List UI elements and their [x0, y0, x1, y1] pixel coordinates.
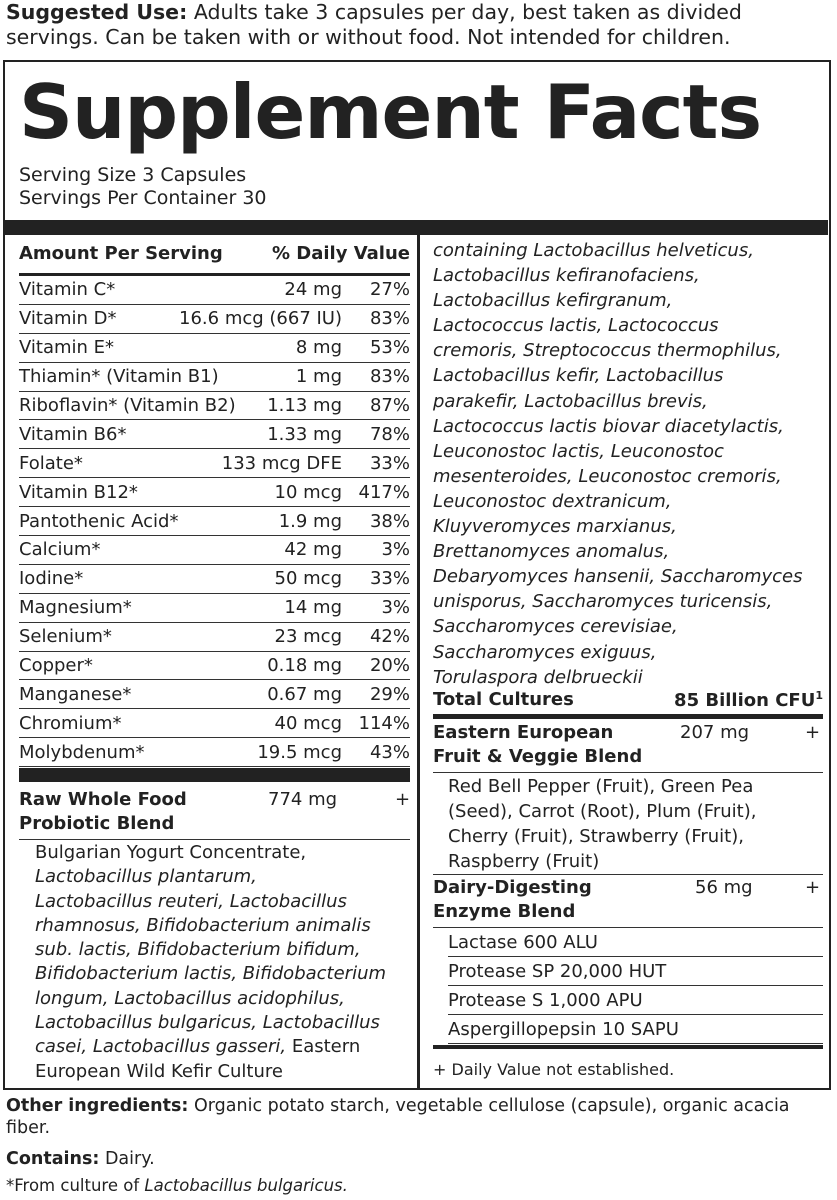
- probiotic-blend-dv: +: [395, 789, 411, 810]
- nutrient-amount: 14 mg: [284, 597, 342, 619]
- nutrient-row: [19, 507, 410, 536]
- enzyme-blend-name-line2: Enzyme Blend: [433, 901, 576, 922]
- medium-divider-bottom: [433, 1045, 823, 1049]
- nutrient-row: [19, 565, 410, 594]
- contains-text: Dairy.: [104, 1149, 155, 1169]
- fruit-ingredient-line: Cherry (Fruit), Strawberry (Fruit),: [448, 826, 744, 847]
- probiotic-continued-line: Lactobacillus kefir, Lactobacillus: [433, 365, 724, 387]
- serving-size: Serving Size 3 Capsules: [19, 164, 247, 186]
- fruit-blend-rule: [433, 772, 823, 773]
- enzyme-item: Lactase 600 ALU: [448, 928, 823, 957]
- total-cultures-value: 85 Billion CFU$^1$: [674, 689, 823, 711]
- nutrient-amount: 1.33 mg: [267, 423, 342, 445]
- nutrient-row: [19, 276, 410, 305]
- nutrient-amount: 23 mcg: [274, 626, 342, 648]
- suggested-use: [6, 0, 832, 50]
- probiotic-blend-amount: 774 mg: [268, 789, 338, 810]
- nutrient-dv: 114%: [358, 712, 410, 734]
- footnote-prefix: *From culture of: [6, 1176, 145, 1195]
- enzyme-item: Protease S 1,000 APU: [448, 986, 823, 1015]
- thick-divider-blend: [19, 768, 410, 782]
- nutrient-dv: 38%: [369, 510, 410, 532]
- nutrient-name: Pantothenic Acid*: [19, 510, 179, 532]
- nutrient-amount: 1 mg: [295, 366, 342, 388]
- fruit-blend-amount: 207 mg: [680, 722, 750, 743]
- nutrient-name: Vitamin E*: [19, 337, 115, 359]
- nutrient-amount: 0.67 mg: [267, 683, 342, 705]
- probiotic-continued-line: cremoris, Streptococcus thermophilus,: [433, 340, 782, 362]
- suggested-use-text: Adults take 3 capsules per day, best taken as divided servings. Can be taken with or without food. Not intended for children.: [6, 0, 742, 49]
- probiotic-continued-line: Saccharomyces cerevisiae,: [433, 616, 678, 638]
- fruit-ingredient-line: Red Bell Pepper (Fruit), Green Pea: [448, 776, 754, 797]
- panel-title: Supplement Facts: [19, 68, 762, 156]
- probiotic-line: rhamnosus, Bifidobacterium animalis: [35, 914, 371, 936]
- probiotic-blend-name: [19, 788, 187, 836]
- nutrient-name: Vitamin C*: [19, 279, 116, 301]
- enzyme-item: Aspergillopepsin 10 SAPU: [448, 1015, 823, 1044]
- nutrient-amount: 42 mg: [284, 539, 342, 561]
- probiotic-line: casei, Lactobacillus gasseri, Eastern: [35, 1036, 361, 1058]
- nutrient-dv: 33%: [369, 568, 410, 590]
- probiotic-upright-word: Eastern: [291, 1036, 361, 1058]
- enzyme-blend-name-line1: Dairy-Digesting: [433, 877, 592, 898]
- probiotic-continued-line: Lactobacillus kefirgranum,: [433, 290, 673, 312]
- nutrient-name: Vitamin B6*: [19, 423, 127, 445]
- nutrient-dv: 43%: [369, 741, 410, 763]
- fruit-blend-end-rule: [433, 874, 823, 875]
- serving-info: [19, 164, 267, 210]
- nutrient-amount: 0.18 mg: [267, 655, 342, 677]
- header-amount: Amount Per Serving: [19, 242, 223, 264]
- probiotic-continued-line: Lactococcus lactis biovar diacetylactis,: [433, 415, 784, 437]
- nutrient-name: Thiamin* (Vitamin B1): [19, 366, 219, 388]
- nutrient-amount: 50 mcg: [274, 568, 342, 590]
- nutrient-name: Vitamin D*: [19, 308, 117, 330]
- nutrient-name: Selenium*: [19, 626, 112, 648]
- probiotic-continued-line: Lactobacillus kefiranofaciens,: [433, 265, 700, 287]
- nutrient-amount: 1.13 mg: [267, 395, 342, 416]
- nutrient-name: Iodine*: [19, 568, 84, 590]
- nutrient-amount: 40 mcg: [274, 712, 342, 734]
- fruit-blend-name: [433, 721, 642, 769]
- nutrient-dv: 42%: [369, 626, 410, 648]
- nutrient-dv: 83%: [369, 308, 410, 330]
- probiotic-blend-ingredients: [35, 841, 415, 1084]
- footnote-italic: Lactobacillus bulgaricus.: [144, 1176, 348, 1195]
- fruit-blend-name-line2: Fruit & Veggie Blend: [433, 746, 643, 767]
- nutrient-name: Vitamin B12*: [19, 481, 138, 503]
- nutrient-dv: 78%: [369, 423, 410, 445]
- nutrient-name: Molybdenum*: [19, 741, 145, 763]
- nutrient-row: [19, 738, 410, 767]
- probiotic-blend-name-line1: Raw Whole Food: [19, 789, 187, 810]
- fruit-blend-ingredients: [448, 774, 828, 874]
- column-divider: [417, 234, 420, 1090]
- probiotic-continued-line: mesenteroides, Leuconostoc cremoris,: [433, 465, 782, 487]
- probiotic-continued-line: Brettanomyces anomalus,: [433, 541, 670, 563]
- fruit-blend-name-line1: Eastern European: [433, 722, 614, 743]
- nutrient-dv: 3%: [381, 597, 410, 619]
- nutrient-row: [19, 652, 410, 681]
- probiotic-continued-line: Kluyveromyces marxianus,: [433, 516, 677, 538]
- nutrient-dv: 83%: [369, 366, 410, 388]
- fruit-ingredient-line: Raspberry (Fruit): [448, 851, 600, 872]
- probiotic-line: sub. lactis, Bifidobacterium bifidum,: [35, 939, 361, 961]
- probiotic-continued-line: Debaryomyces hansenii, Saccharomyces: [433, 566, 803, 588]
- probiotic-continued-line: unisporus, Saccharomyces turicensis,: [433, 591, 773, 613]
- fruit-blend-dv: +: [805, 722, 821, 743]
- nutrient-row: [19, 594, 410, 623]
- nutrient-row: [19, 363, 410, 392]
- nutrient-row: [19, 449, 410, 478]
- nutrient-name: Folate*: [19, 452, 83, 474]
- probiotic-line: Lactobacillus plantarum,: [35, 866, 257, 888]
- nutrient-row: [19, 680, 410, 709]
- thick-divider: [5, 220, 828, 235]
- probiotic-continued-line: Saccharomyces exiguus,: [433, 641, 657, 663]
- nutrient-row: [19, 623, 410, 652]
- blend-rule: [19, 839, 410, 840]
- nutrient-name: Riboflavin* (Vitamin B2): [19, 395, 236, 416]
- dv-note: + Daily Value not established.: [433, 1060, 675, 1079]
- supplement-facts-panel: [3, 60, 831, 1090]
- probiotic-blend-name-line2: Probiotic Blend: [19, 813, 175, 834]
- enzyme-item: Protease SP 20,000 HUT: [448, 957, 823, 986]
- probiotic-continued-line: Lactococcus lactis, Lactococcus: [433, 315, 719, 337]
- probiotic-continued-line: containing Lactobacillus helveticus,: [433, 240, 754, 261]
- footnote: [6, 1175, 832, 1197]
- nutrient-amount: 133 mcg DFE: [221, 452, 342, 474]
- nutrient-dv: 417%: [358, 481, 410, 503]
- total-cultures-label: Total Cultures: [433, 689, 574, 710]
- other-ingredients: [6, 1095, 832, 1139]
- probiotic-continued-line: Leuconostoc lactis, Leuconostoc: [433, 440, 724, 462]
- nutrient-row: [19, 305, 410, 334]
- nutrient-dv: 87%: [369, 395, 410, 416]
- nutrient-amount: 1.9 mg: [278, 510, 342, 532]
- nutrient-amount: 19.5 mcg: [257, 741, 342, 763]
- suggested-use-label: Suggested Use:: [6, 0, 188, 24]
- servings-per-container: Servings Per Container 30: [19, 187, 267, 209]
- fruit-ingredient-line: (Seed), Carrot (Root), Plum (Fruit),: [448, 801, 757, 822]
- nutrient-amount: 8 mg: [295, 337, 342, 359]
- nutrient-row: [19, 478, 410, 507]
- nutrient-name: Magnesium*: [19, 597, 132, 619]
- nutrient-row: [19, 392, 410, 421]
- probiotic-line: longum, Lactobacillus acidophilus,: [35, 987, 345, 1009]
- other-ingredients-label: Other ingredients:: [6, 1096, 189, 1116]
- probiotic-continued-line: parakefir, Lactobacillus brevis,: [433, 390, 708, 412]
- probiotic-continued-line: Torulaspora delbrueckii: [433, 666, 643, 688]
- nutrient-name: Calcium*: [19, 539, 101, 561]
- table-header: [19, 235, 410, 271]
- probiotic-blend-continued: [433, 238, 828, 690]
- nutrient-dv: 27%: [369, 279, 410, 301]
- nutrient-name: Chromium*: [19, 712, 122, 734]
- medium-divider: [433, 714, 823, 719]
- nutrient-dv: 20%: [369, 655, 410, 677]
- nutrient-dv: 3%: [381, 539, 410, 561]
- enzyme-blend-dv: +: [805, 877, 821, 898]
- contains: [6, 1148, 832, 1170]
- nutrient-amount: 16.6 mcg (667 IU): [179, 308, 342, 330]
- nutrient-row: [19, 334, 410, 363]
- nutrient-row: [19, 420, 410, 449]
- enzyme-blend-amount: 56 mg: [695, 877, 753, 898]
- probiotic-line: European Wild Kefir Culture: [35, 1060, 283, 1082]
- probiotic-line: Lactobacillus bulgaricus, Lactobacillus: [35, 1012, 380, 1034]
- nutrient-dv: 33%: [369, 452, 410, 474]
- nutrient-row: [19, 536, 410, 565]
- probiotic-continued-line: Leuconostoc dextranicum,: [433, 490, 672, 512]
- nutrient-amount: 10 mcg: [274, 481, 342, 503]
- probiotic-line: Lactobacillus reuteri, Lactobacillus: [35, 890, 347, 912]
- nutrient-name: Copper*: [19, 655, 93, 677]
- other-ingredients-text: Organic potato starch, vegetable cellulose (capsule), organic acacia fiber.: [6, 1096, 790, 1138]
- enzyme-blend-name: [433, 876, 592, 924]
- nutrient-table: [19, 276, 410, 767]
- contains-label: Contains:: [6, 1149, 100, 1169]
- probiotic-line: Bifidobacterium lactis, Bifidobacterium: [35, 963, 387, 985]
- nutrient-name: Manganese*: [19, 683, 132, 705]
- header-dv: % Daily Value: [271, 242, 410, 264]
- nutrient-dv: 53%: [369, 337, 410, 359]
- total-cultures: [433, 689, 823, 711]
- probiotic-line: Bulgarian Yogurt Concentrate,: [35, 842, 307, 863]
- nutrient-row: [19, 709, 410, 738]
- nutrient-amount: 24 mg: [284, 279, 342, 301]
- nutrient-dv: 29%: [369, 683, 410, 705]
